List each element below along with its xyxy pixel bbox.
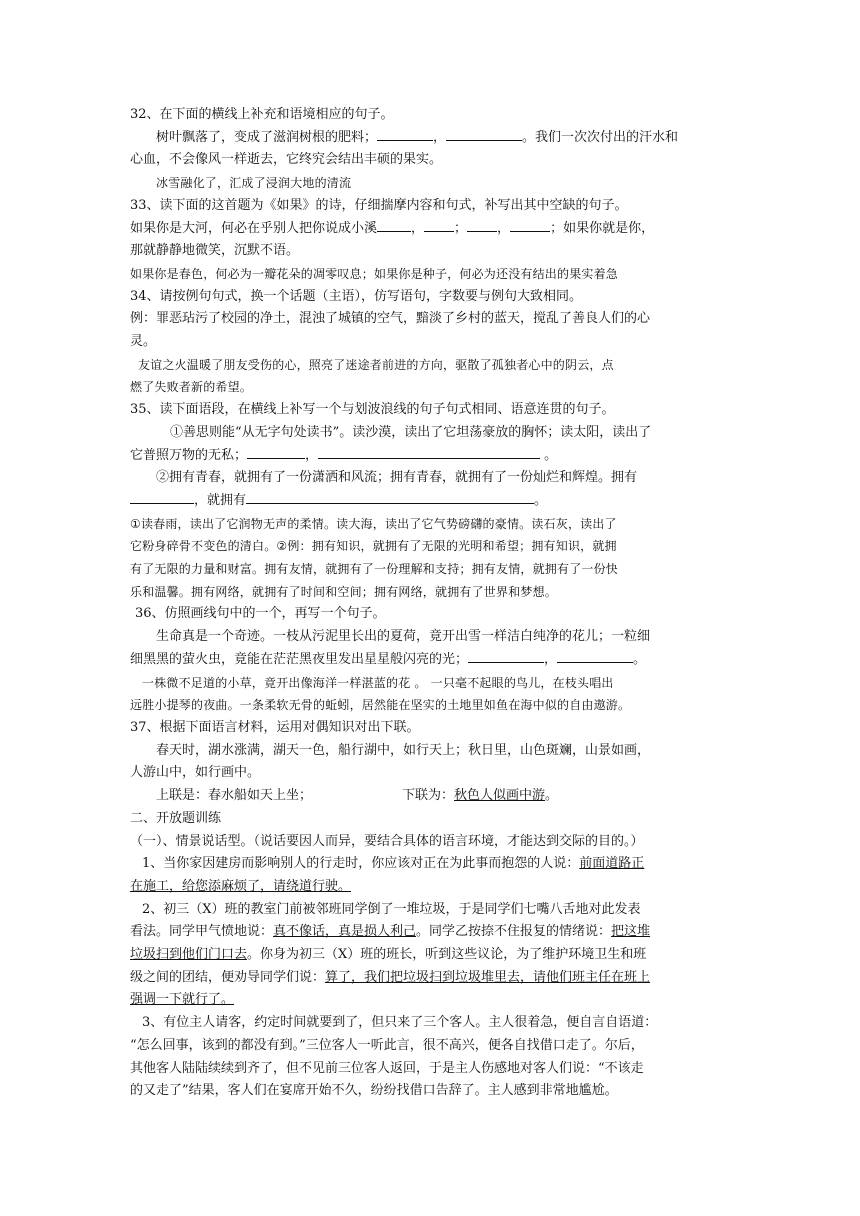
answer-35: 有了无限的力量和财富。拥有友情，就拥有了一份理解和支持；拥有友情，就拥有了一份快 xyxy=(130,562,619,577)
scenario-2: 看法。同学甲气愤地说：真不像话，真是损人利己。同学乙按捺不住报复的情绪说：把这堆 xyxy=(130,924,651,940)
scenario-2 xyxy=(130,989,730,1012)
answer-36: 一株微不足道的小草，竟开出像海洋一样湛蓝的花 。 一只毫不起眼的鸟儿，在枝头唱出 xyxy=(142,675,614,690)
answer-1: 前面道路正 xyxy=(579,856,645,872)
question-36: 36、仿照画线句中的一个，再写一个句子。 xyxy=(135,606,386,622)
question-37-text: 春天时，湖水涨满，湖天一色，船行湖中，如行天上；秋日里，山色斑斓，山景如画， xyxy=(156,742,651,758)
answer-2a: 真不像话，真是损人利己 xyxy=(273,924,417,940)
answer-blank[interactable] xyxy=(468,649,544,663)
question-35-text: ②拥有青春，就拥有了一份潇洒和风流；拥有青春，就拥有了一份灿烂和辉煌。拥有 xyxy=(156,470,638,486)
example-sentence: 例：罪恶玷污了校园的净土，混浊了城镇的空气，黯淡了乡村的蓝天，搅乱了善良人们的心 xyxy=(130,311,651,327)
answer-36: 远胜小提琴的夜曲。一条柔软无骨的蚯蚓，居然能在坚实的土地里如鱼在海中似的自由遨游。 xyxy=(130,698,631,713)
scenario-2: 级之间的团结，便劝导同学们说：算了，我们把垃圾扫到垃圾堆里去，请他们班主任在班上 xyxy=(130,969,651,985)
document-page xyxy=(130,104,730,1103)
question-36-text: 细黑黑的萤火虫，竟能在茫茫黑夜里发出星星般闪亮的光； ， 。 xyxy=(130,649,730,672)
answer-blank[interactable] xyxy=(377,218,411,232)
answer-34: 友谊之火温暖了朋友受伤的心，照亮了迷途者前进的方向，驱散了孤独者心中的阴云，点 xyxy=(138,357,614,372)
poem-line: 如果你是大河，何必在乎别人把你说成小溪 ， ； ， ；如果你就是你， xyxy=(130,218,730,241)
answer-2c: 强调一下就行了。 xyxy=(130,992,235,1008)
answer-blank[interactable] xyxy=(446,127,522,141)
scenario-3: 的又走了”结果，客人们在宴席开始不久，纷纷找借口告辞了。主人感到非常地尴尬。 xyxy=(130,1083,618,1099)
question-35-text: 它普照万物的无私； ， 。 xyxy=(130,445,730,468)
answer-blank[interactable] xyxy=(467,218,497,232)
lower-couplet-label: 下联为： xyxy=(402,788,455,804)
answer-34: 燃了失败者新的希望。 xyxy=(130,380,253,395)
scenario-1 xyxy=(130,876,730,899)
scenario-1: 1、当你家因建房而影响别人的行走时，你应该对正在为此事而抱怨的人说：前面道路正 xyxy=(142,856,645,872)
answer-blank[interactable] xyxy=(130,490,194,504)
question-32-text: 树叶飘落了，变成了滋润树根的肥料； ， 。我们一次次付出的汗水和 xyxy=(130,127,730,150)
question-33: 33、读下面的这首题为《如果》的诗，仔细揣摩内容和句式，补写出其中空缺的句子。 xyxy=(130,197,628,213)
question-35: 35、读下面语段，在横线上补写一个与划波浪线的句子句式相同、语意连贯的句子。 xyxy=(130,402,615,418)
answer-33: 如果你是春色，何必为一瓣花朵的凋零叹息；如果你是种子，何必为还没有结出的果实着急 xyxy=(130,266,619,281)
question-37-text: 人游山中，如行画中。 xyxy=(130,765,261,781)
subsection-heading: （一）、情景说话型。（说话要因人而异，要结合具体的语言环境，才能达到交际的目的。） xyxy=(130,833,644,849)
answer-32: 冰雪融化了，汇成了浸润大地的清流 xyxy=(156,176,352,191)
example-sentence: 灵。 xyxy=(130,334,157,350)
section-heading: 二、开放题训练 xyxy=(130,810,222,826)
answer-35: 乐和温馨。拥有网络，就拥有了时间和空间；拥有网络，就拥有了世界和梦想。 xyxy=(130,584,558,599)
scenario-3: “怎么回事，该到的都没有到。”三位客人一听此言，很不高兴，便各自找借口走了。尔后， xyxy=(130,1037,644,1053)
question-37: 37、根据下面语言材料，运用对偶知识对出下联。 xyxy=(130,719,420,735)
question-36-text: 生命真是一个奇迹。一枝从污泥里长出的夏荷，竟开出雪一样洁白纯净的花儿；一粒细 xyxy=(156,629,651,645)
question-32: 32、在下面的横线上补充和语境相应的句子。 xyxy=(130,107,394,122)
scenario-3: 其他客人陆陆续续到齐了，但不见前三位客人返回，于是主人伤感地对客人们说：“不该走 xyxy=(130,1060,644,1076)
lower-couplet-answer: 秋色人似画中游 xyxy=(454,788,546,804)
question-35-text: ①善思则能“从无字句处读书”。读沙漠，读出了它坦荡豪放的胸怀；读太阳，读出了 xyxy=(170,424,652,440)
answer-blank[interactable] xyxy=(318,445,540,459)
question-35-text: ，就拥有 。 xyxy=(130,490,730,513)
question-34: 34、请按例句句式，换一个话题（主语），仿写语句，字数要与例句大致相同。 xyxy=(130,288,583,304)
answer-blank[interactable] xyxy=(246,490,534,504)
scenario-2: 垃圾扫到他们门口去。你身为初三（X）班的班长，听到这些议论，为了维护环境卫生和班 xyxy=(130,947,647,963)
answer-blank[interactable] xyxy=(247,445,305,459)
answer-blank[interactable] xyxy=(510,218,550,232)
scenario-3: 3、有位主人请客，约定时间就要到了，但只来了三个客人。主人很着急，便自言自语道： xyxy=(142,1015,658,1031)
question-32-text: 心血，不会像风一样逝去，它终究会结出丰硕的果实。 xyxy=(130,152,443,168)
upper-couplet: 上联是：春水船如天上坐； xyxy=(156,788,313,804)
poem-line: 那就静静地微笑，沉默不语。 xyxy=(130,243,300,259)
answer-2b: 把这堆 xyxy=(611,924,651,940)
answer-blank[interactable] xyxy=(377,127,433,141)
couplet: 上联是：春水船如天上坐； 下联为：秋色人似画中游。 xyxy=(156,788,559,804)
scenario-2: 2、初三（X）班的教室门前被邻班同学倒了一堆垃圾，于是同学们七嘴八舌地对此发表 xyxy=(142,901,641,917)
answer-blank[interactable] xyxy=(424,218,454,232)
answer-blank[interactable] xyxy=(557,649,633,663)
answer-35: 它粉身碎骨不变色的清白。②例：拥有知识，就拥有了无限的光明和希望；拥有知识，就拥 xyxy=(130,539,617,554)
answer-2b: 垃圾扫到他们门口去 xyxy=(130,947,248,963)
answer-1: 在施工，给您添麻烦了，请绕道行驶。 xyxy=(130,878,352,894)
answer-35: ①读春雨，读出了它润物无声的柔情。读大海，读出了它气势磅礴的豪情。读石灰，读出了 xyxy=(130,516,617,531)
answer-2c: 算了，我们把垃圾扫到垃圾堆里去，请他们班主任在班上 xyxy=(325,969,651,985)
